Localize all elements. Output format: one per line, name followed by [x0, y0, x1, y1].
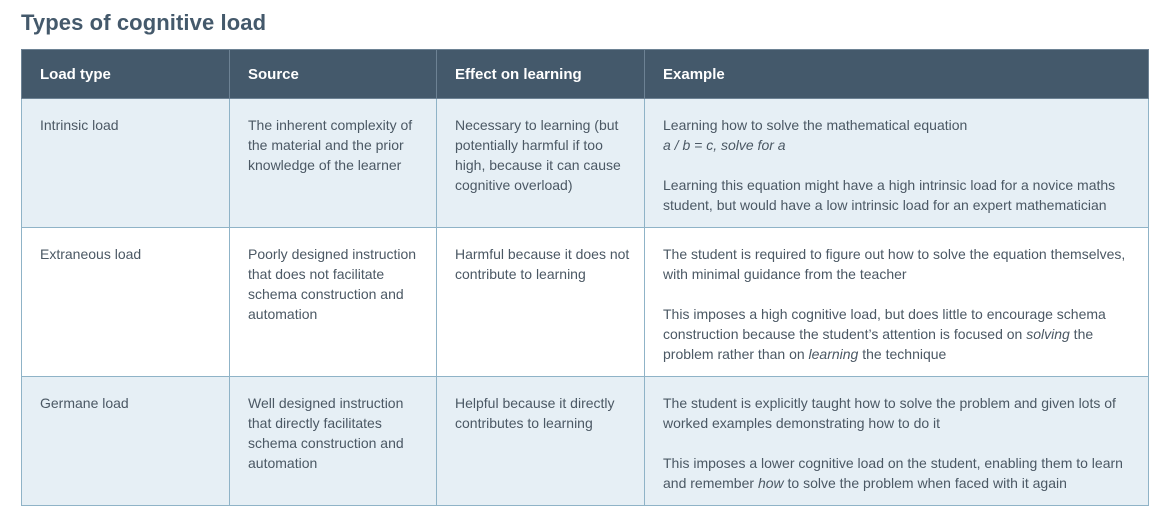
table-row-germane	[22, 377, 1149, 506]
header-example: Example	[645, 50, 1149, 99]
table-header-row	[22, 50, 1149, 99]
example-text: This imposes a lower cognitive load on the student, enabling them to learn and remember how to solve the problem when faced with it again	[663, 455, 1123, 491]
header-source: Source	[230, 50, 437, 99]
cell-effect: Necessary to learning (but potentially harmful if too high, because it can cause cognitive overload)	[437, 99, 645, 228]
cell-source: Poorly designed instruction that does not facilitate schema construction and automation	[230, 228, 437, 377]
example-equation: a / b = c, solve for a	[663, 137, 786, 153]
cell-load-type: Intrinsic load	[22, 99, 230, 228]
cell-source: The inherent complexity of the material and the prior knowledge of the learner	[230, 99, 437, 228]
cell-source: Well designed instruction that directly facilitates schema construction and automation	[230, 377, 437, 506]
cell-example	[645, 99, 1149, 228]
page-title: Types of cognitive load	[21, 10, 267, 35]
header-effect-on-learning: Effect on learning	[437, 50, 645, 99]
table-row-extraneous	[22, 228, 1149, 377]
example-text: This imposes a high cognitive load, but does little to encourage schema construction because the student’s attention is focused on solving the problem rather than on learning the technique	[663, 306, 1106, 362]
cell-effect: Helpful because it directly contributes to learning	[437, 377, 645, 506]
cell-example	[645, 377, 1149, 506]
cell-load-type: Germane load	[22, 377, 230, 506]
emphasis-solving: solving	[1026, 326, 1070, 342]
example-text: Learning how to solve the mathematical equation	[663, 117, 968, 133]
example-text: The student is explicitly taught how to solve the problem and given lots of worked examples demonstrating how to do it	[663, 395, 1116, 431]
cell-example	[645, 228, 1149, 377]
cognitive-load-table	[21, 49, 1149, 506]
header-load-type: Load type	[22, 50, 230, 99]
example-text: The student is required to figure out how to solve the equation themselves, with minimal guidance from the teacher	[663, 246, 1126, 282]
emphasis-how: how	[757, 475, 784, 491]
table-row-intrinsic	[22, 99, 1149, 228]
cell-effect: Harmful because it does not contribute to learning	[437, 228, 645, 377]
example-text: Learning this equation might have a high intrinsic load for a novice maths student, but would have a low intrinsic load for an expert mathematician	[663, 177, 1116, 213]
cell-load-type: Extraneous load	[22, 228, 230, 377]
emphasis-learning: learning	[808, 346, 859, 362]
